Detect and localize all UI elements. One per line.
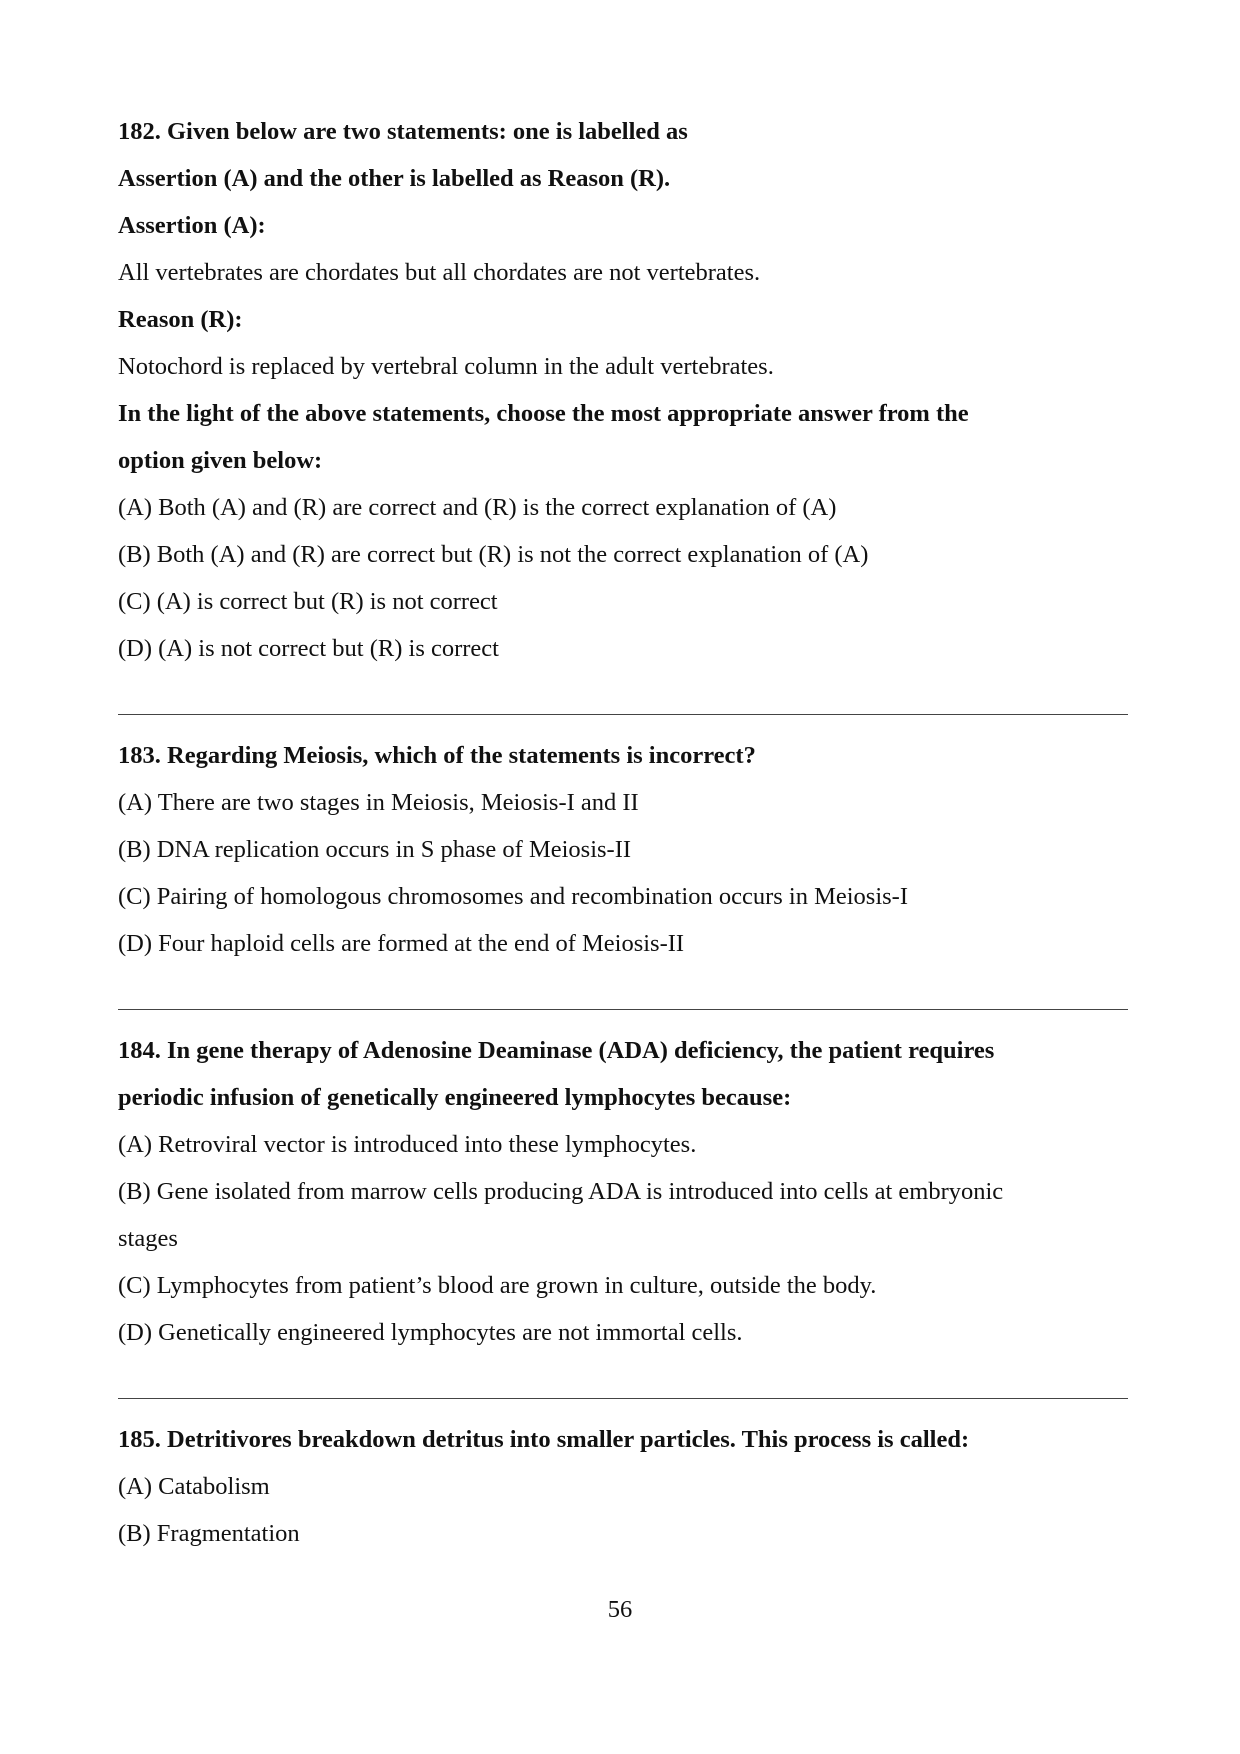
question-182 xyxy=(118,108,1128,672)
question-prompt-line: 183. Regarding Meiosis, which of the statements is incorrect? xyxy=(118,742,756,769)
option-c: (C) Lymphocytes from patient’s blood are grown in culture, outside the body. xyxy=(118,1272,877,1299)
option-d: (D) Genetically engineered lymphocytes are not immortal cells. xyxy=(118,1319,743,1346)
question-184 xyxy=(118,1027,1128,1356)
option-b: (B) DNA replication occurs in S phase of Meiosis-II xyxy=(118,836,632,863)
question-183 xyxy=(118,732,1128,967)
option-a: (A) There are two stages in Meiosis, Meiosis-I and II xyxy=(118,789,639,816)
instruction-line: option given below: xyxy=(118,447,323,474)
option-c: (C) (A) is correct but (R) is not correct xyxy=(118,588,498,615)
option-b-continued: stages xyxy=(118,1225,178,1252)
question-prompt-line: 185. Detritivores breakdown detritus into smaller particles. This process is called: xyxy=(118,1426,970,1453)
option-b: (B) Fragmentation xyxy=(118,1520,300,1547)
page-number: 56 xyxy=(607,1596,633,1623)
instruction-line: In the light of the above statements, choose the most appropriate answer from the xyxy=(118,400,969,427)
assertion-label: Assertion (A): xyxy=(118,212,266,239)
question-prompt-line: periodic infusion of genetically engineered lymphocytes because: xyxy=(118,1084,792,1111)
option-b: (B) Both (A) and (R) are correct but (R) is not the correct explanation of (A) xyxy=(118,541,869,568)
assertion-text: All vertebrates are chordates but all chordates are not vertebrates. xyxy=(118,259,761,286)
option-b: (B) Gene isolated from marrow cells producing ADA is introduced into cells at embryonic xyxy=(118,1178,1004,1205)
question-prompt-line: 182. Given below are two statements: one is labelled as xyxy=(118,118,688,145)
question-185 xyxy=(118,1416,1128,1557)
option-d: (D) Four haploid cells are formed at the end of Meiosis-II xyxy=(118,930,685,957)
page-content xyxy=(118,108,1128,1557)
option-a: (A) Catabolism xyxy=(118,1473,270,1500)
reason-text: Notochord is replaced by vertebral column in the adult vertebrates. xyxy=(118,353,774,380)
question-prompt-line: Assertion (A) and the other is labelled as Reason (R). xyxy=(118,165,671,192)
question-prompt-line: 184. In gene therapy of Adenosine Deaminase (ADA) deficiency, the patient requires xyxy=(118,1037,995,1064)
option-a: (A) Both (A) and (R) are correct and (R) is the correct explanation of (A) xyxy=(118,494,837,521)
reason-label: Reason (R): xyxy=(118,306,243,333)
option-a: (A) Retroviral vector is introduced into these lymphocytes. xyxy=(118,1131,697,1158)
option-d: (D) (A) is not correct but (R) is correct xyxy=(118,635,499,662)
option-c: (C) Pairing of homologous chromosomes and recombination occurs in Meiosis-I xyxy=(118,883,908,910)
